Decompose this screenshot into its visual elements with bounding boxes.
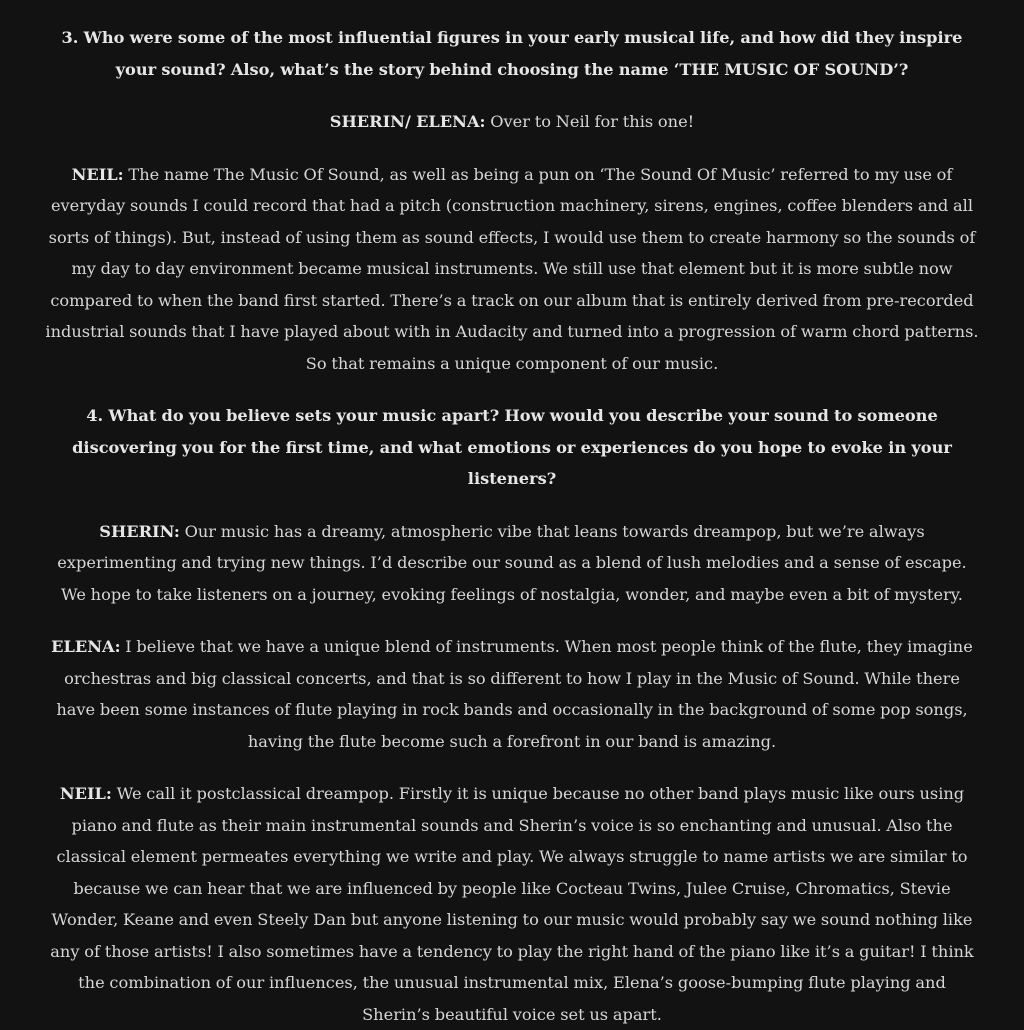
- answer-neil: [44, 778, 980, 1030]
- answer-text: I believe that we have a unique blend of instruments. When most people think of the flute, they imagine orchestras and big classical concerts, and that is so different to how I play in the Music of Sound. While there have been some instances of flute playing in rock bands and occasionally in the background of some pop songs, having the flute become such a forefront in our band is amazing.: [56, 637, 973, 751]
- answer-text: Our music has a dreamy, atmospheric vibe that leans towards dreampop, but we’re always experimenting and trying new things. I’d describe our sound as a blend of lush melodies and a sense of escape. We hope to take listeners on a journey, evoking feelings of nostalgia, wonder, and maybe even a bit of mystery.: [57, 521, 967, 604]
- answer-neil: [44, 159, 980, 380]
- speaker-label: ELENA:: [51, 637, 121, 656]
- speaker-label: NEIL:: [71, 164, 124, 184]
- question-4: 4. What do you believe sets your music apart? How would you describe your sound to someone discovering you for the first time, and what emotions or experiences do you hope to evoke in your listeners?: [72, 406, 952, 488]
- speaker-label: SHERIN:: [99, 521, 180, 541]
- answer-text: Over to Neil for this one!: [485, 112, 695, 131]
- answer-text: The name The Music Of Sound, as well as being a pun on ‘The Sound Of Music’ referred to my use of everyday sounds I could record that had a pitch (construction machinery, sirens, engines, coffee blenders and all sorts of things). But, instead of using them as sound effects, I would use them to create harmony so the sounds of my day to day environment became musical instruments. We still use that element but it is more subtle now compared to when the band first started. There’s a track on our album that is entirely derived from pre-recorded industrial sounds that I have played about with in Audacity and turned into a progression of warm chord patterns. So that remains a unique component of our music.: [45, 164, 979, 373]
- speaker-label: NEIL:: [59, 784, 112, 803]
- question-3: 3. Who were some of the most influential figures in your early musical life, and how did they inspire your sound? Also, what’s the story behind choosing the name ‘THE MUSIC OF SOUND’?: [61, 28, 963, 79]
- answer-text: We call it postclassical dreampop. Firstly it is unique because no other band plays music like ours using piano and flute as their main instrumental sounds and Sherin’s voice is so enchanting and unusual. Also the classical element permeates everything we write and play. We always struggle to name artists we are similar to because we can hear that we are influenced by people like Cocteau Twins, Julee Cruise, Chromatics, Stevie Wonder, Keane and even Steely Dan but anyone listening to our music would probably say we sound nothing like any of those artists! I also sometimes have a tendency to play the right hand of the piano like it’s a guitar! I think the combination of our influences, the unusual instrumental mix, Elena’s goose-bumping flute playing and Sherin’s beautiful voice set us apart.: [50, 784, 974, 1024]
- answer-sherin-elena: [44, 106, 980, 138]
- speaker-label: SHERIN/ ELENA:: [329, 112, 486, 131]
- answer-elena: [44, 631, 980, 757]
- answer-sherin: [44, 516, 980, 611]
